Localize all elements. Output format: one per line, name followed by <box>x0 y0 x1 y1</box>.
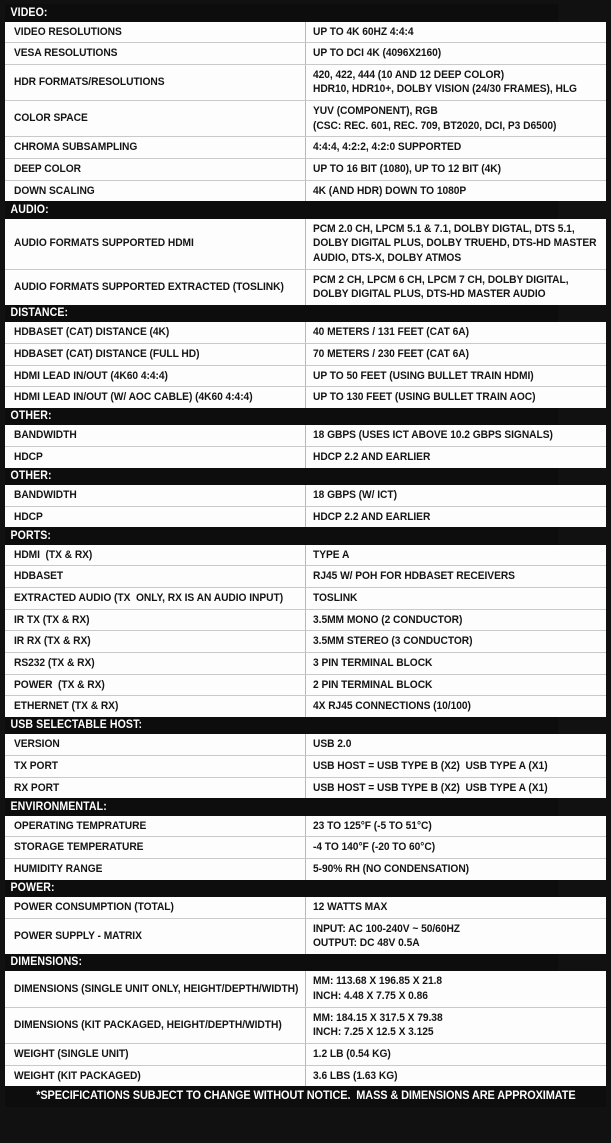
spec-label-text: AUDIO FORMATS SUPPORTED EXTRACTED (TOSLINK) <box>14 280 284 293</box>
spec-label <box>5 588 306 610</box>
spec-row <box>5 64 606 100</box>
spec-label-text: HDBASET <box>14 570 64 583</box>
spec-label-text: RS232 (TX & RX) <box>14 656 95 669</box>
spec-value-line: 40 METERS / 131 FEET (CAT 6A) <box>313 326 469 339</box>
spec-label-text: IR RX (TX & RX) <box>14 635 91 648</box>
spec-row <box>5 180 606 201</box>
spec-value <box>306 322 607 343</box>
spec-label-text: CHROMA SUBSAMPLING <box>14 141 138 154</box>
spec-label-text: AUDIO FORMATS SUPPORTED HDMI <box>14 237 194 250</box>
spec-label <box>5 425 306 446</box>
spec-value-line: INPUT: AC 100-240V ~ 50/60HZ <box>313 922 461 935</box>
spec-value <box>306 43 607 65</box>
section-title: USB SELECTABLE HOST: <box>5 717 558 735</box>
spec-label <box>5 387 306 408</box>
spec-value-line: 3.6 LBS (1.63 KG) <box>313 1069 398 1082</box>
spec-row <box>5 137 606 159</box>
spec-label <box>5 918 306 954</box>
spec-value-line: 18 GBPS (USES ICT ABOVE 10.2 GBPS SIGNALS) <box>313 429 553 442</box>
spec-label-text: TX PORT <box>14 759 59 772</box>
spec-label-text: OPERATING TEMPRATURE <box>14 819 147 832</box>
section-title: POWER: <box>5 880 558 898</box>
spec-label <box>5 158 306 180</box>
spec-row <box>5 322 606 343</box>
spec-row <box>5 1065 606 1086</box>
spec-value-line: 5-90% RH (NO CONDENSATION) <box>313 862 470 875</box>
spec-label-text: DEEP COLOR <box>14 162 82 175</box>
spec-value-line: DOLBY DIGITAL PLUS, DOLBY TRUEHD, DTS-HD MASTER <box>313 237 597 250</box>
spec-value-line: 3.5MM MONO (2 CONDUCTOR) <box>313 613 463 626</box>
spec-label-text: HDBASET (CAT) DISTANCE (FULL HD) <box>14 347 200 360</box>
spec-label <box>5 485 306 506</box>
spec-label-text: HUMIDITY RANGE <box>14 862 103 875</box>
spec-label-text: HDMI LEAD IN/OUT (4K60 4:4:4) <box>14 369 168 382</box>
spec-value <box>306 674 607 696</box>
section-header-row <box>5 954 606 972</box>
section-header-row <box>5 717 606 735</box>
spec-value <box>306 1065 607 1086</box>
spec-value <box>306 1007 607 1043</box>
spec-value-line: RJ45 W/ POH FOR HDBASET RECEIVERS <box>313 570 515 583</box>
spec-value-line: 70 METERS / 230 FEET (CAT 6A) <box>313 347 469 360</box>
section-header-row <box>5 4 606 22</box>
section-header-row <box>5 798 606 816</box>
spec-row <box>5 609 606 631</box>
spec-row <box>5 816 606 837</box>
spec-value <box>306 101 607 137</box>
bottom-filler <box>5 1107 606 1143</box>
spec-value <box>306 219 607 269</box>
spec-label-text: VESA RESOLUTIONS <box>14 47 118 60</box>
spec-label <box>5 343 306 365</box>
spec-label-text: HDBASET (CAT) DISTANCE (4K) <box>14 326 170 339</box>
spec-row <box>5 158 606 180</box>
spec-label-text: COLOR SPACE <box>14 112 88 125</box>
spec-row <box>5 696 606 717</box>
spec-label <box>5 897 306 918</box>
spec-row <box>5 837 606 859</box>
spec-row <box>5 43 606 65</box>
specifications-table <box>5 4 606 1086</box>
spec-label <box>5 180 306 201</box>
spec-row <box>5 652 606 674</box>
spec-value-line: UP TO DCI 4K (4096X2160) <box>313 47 442 60</box>
spec-value <box>306 897 607 918</box>
spec-value-line: 1.2 LB (0.54 KG) <box>313 1047 391 1060</box>
spec-row <box>5 219 606 269</box>
spec-row <box>5 897 606 918</box>
spec-label-text: DIMENSIONS (SINGLE UNIT ONLY, HEIGHT/DEPTH/WIDTH) <box>14 982 299 995</box>
spec-value <box>306 137 607 159</box>
spec-row <box>5 506 606 527</box>
spec-value-line: 23 TO 125°F (-5 TO 51°C) <box>313 819 432 832</box>
spec-value <box>306 1043 607 1065</box>
spec-row <box>5 101 606 137</box>
section-title: OTHER: <box>5 408 558 426</box>
section-header-row <box>5 201 606 219</box>
spec-value-line: OUTPUT: DC 48V 0.5A <box>313 937 420 950</box>
spec-label-text: WEIGHT (SINGLE UNIT) <box>14 1047 129 1060</box>
spec-label <box>5 545 306 566</box>
spec-value-line: 4K (AND HDR) DOWN TO 1080P <box>313 184 467 197</box>
spec-label <box>5 696 306 717</box>
spec-row <box>5 269 606 305</box>
spec-value <box>306 609 607 631</box>
spec-value <box>306 425 607 446</box>
spec-value-line: AUDIO, DTS-X, DOLBY ATMOS <box>313 251 462 264</box>
spec-label <box>5 446 306 467</box>
spec-label <box>5 269 306 305</box>
spec-label <box>5 365 306 387</box>
spec-value-line: YUV (COMPONENT), RGB <box>313 105 438 117</box>
spec-row <box>5 545 606 566</box>
spec-value <box>306 652 607 674</box>
spec-value <box>306 566 607 588</box>
spec-value-line: PCM 2 CH, LPCM 6 CH, LPCM 7 CH, DOLBY DIGITAL, <box>313 273 569 286</box>
spec-label <box>5 1065 306 1086</box>
footnote-text: *SPECIFICATIONS SUBJECT TO CHANGE WITHOUT NOTICE. MASS & DIMENSIONS ARE APPROXIMATE <box>35 1090 576 1103</box>
spec-label <box>5 43 306 65</box>
spec-value <box>306 365 607 387</box>
specifications-footnote <box>5 1086 606 1107</box>
spec-value-line: -4 TO 140°F (-20 TO 60°C) <box>313 841 436 854</box>
spec-row <box>5 588 606 610</box>
spec-label-text: VIDEO RESOLUTIONS <box>14 25 122 38</box>
spec-label-text: HDCP <box>14 450 43 463</box>
spec-value <box>306 180 607 201</box>
spec-label <box>5 816 306 837</box>
spec-value-line: (CSC: REC. 601, REC. 709, BT2020, DCI, P3 D6500) <box>313 119 557 132</box>
spec-value <box>306 696 607 717</box>
section-title: OTHER: <box>5 468 558 486</box>
spec-value <box>306 545 607 566</box>
spec-label <box>5 858 306 879</box>
spec-label-text: DOWN SCALING <box>14 184 95 197</box>
spec-value-line: UP TO 16 BIT (1080), UP TO 12 BIT (4K) <box>313 162 501 175</box>
spec-row <box>5 22 606 43</box>
section-header-row <box>5 468 606 486</box>
spec-value <box>306 734 607 755</box>
spec-label-text: HDMI LEAD IN/OUT (W/ AOC CABLE) (4K60 4:4:4) <box>14 391 253 404</box>
spec-label-text: HDMI (TX & RX) <box>14 548 93 561</box>
spec-label <box>5 137 306 159</box>
spec-value <box>306 269 607 305</box>
spec-value-line: PCM 2.0 CH, LPCM 5.1 & 7.1, DOLBY DIGTAL, DTS 5.1, <box>313 222 575 235</box>
spec-label-text: BANDWIDTH <box>14 489 77 501</box>
section-title: DISTANCE: <box>5 305 558 323</box>
spec-row <box>5 1043 606 1065</box>
spec-value <box>306 588 607 610</box>
spec-value-line: 4X RJ45 CONNECTIONS (10/100) <box>313 700 471 713</box>
spec-value-line: 18 GBPS (W/ ICT) <box>313 489 397 501</box>
spec-value <box>306 858 607 879</box>
spec-row <box>5 343 606 365</box>
spec-row <box>5 387 606 408</box>
spec-label-text: VERSION <box>14 738 60 751</box>
spec-value-line: HDR10, HDR10+, DOLBY VISION (24/30 FRAMES), HLG <box>313 83 577 96</box>
section-header-row <box>5 527 606 545</box>
spec-row <box>5 446 606 467</box>
spec-value <box>306 158 607 180</box>
spec-label-text: POWER SUPPLY - MATRIX <box>14 929 142 942</box>
spec-value <box>306 506 607 527</box>
section-title: PORTS: <box>5 527 558 545</box>
spec-value-line: UP TO 4K 60HZ 4:4:4 <box>313 25 414 38</box>
spec-label-text: HDCP <box>14 510 43 523</box>
spec-label <box>5 1043 306 1065</box>
spec-row <box>5 777 606 798</box>
spec-label-text: POWER (TX & RX) <box>14 678 105 691</box>
spec-label <box>5 652 306 674</box>
spec-value-line: INCH: 4.48 X 7.75 X 0.86 <box>313 990 428 1002</box>
spec-label-text: RX PORT <box>14 781 60 794</box>
spec-value <box>306 485 607 506</box>
spec-value-line: 12 WATTS MAX <box>313 901 388 913</box>
spec-row <box>5 858 606 879</box>
spec-value <box>306 387 607 408</box>
spec-label <box>5 64 306 100</box>
spec-label-text: DIMENSIONS (KIT PACKAGED, HEIGHT/DEPTH/WIDTH) <box>14 1018 282 1031</box>
spec-row <box>5 365 606 387</box>
spec-label <box>5 22 306 43</box>
spec-label <box>5 506 306 527</box>
spec-label <box>5 674 306 696</box>
spec-value-line: TYPE A <box>313 548 350 561</box>
spec-row <box>5 734 606 755</box>
spec-value-line: USB HOST = USB TYPE B (X2) USB TYPE A (X1) <box>313 759 548 772</box>
section-title: AUDIO: <box>5 201 558 219</box>
section-title: VIDEO: <box>5 4 558 22</box>
spec-value-line: USB 2.0 <box>313 738 352 751</box>
spec-label-text: BANDWIDTH <box>14 429 77 442</box>
spec-value-line: 3.5MM STEREO (3 CONDUCTOR) <box>313 635 473 648</box>
spec-value-line: INCH: 7.25 X 12.5 X 3.125 <box>313 1026 434 1039</box>
spec-value <box>306 816 607 837</box>
spec-row <box>5 425 606 446</box>
spec-label-text: WEIGHT (KIT PACKAGED) <box>14 1069 141 1082</box>
spec-value-line: MM: 113.68 X 196.85 X 21.8 <box>313 975 443 988</box>
spec-label-text: STORAGE TEMPERATURE <box>14 841 144 854</box>
section-title: ENVIRONMENTAL: <box>5 798 558 816</box>
spec-value-line: HDCP 2.2 AND EARLIER <box>313 450 431 463</box>
section-header-row <box>5 305 606 323</box>
spec-value <box>306 837 607 859</box>
spec-label <box>5 777 306 798</box>
spec-label-text: ETHERNET (TX & RX) <box>14 700 119 713</box>
spec-label <box>5 1007 306 1043</box>
section-title: DIMENSIONS: <box>5 954 558 972</box>
spec-label <box>5 322 306 343</box>
spec-row <box>5 1007 606 1043</box>
spec-value <box>306 64 607 100</box>
spec-value-line: UP TO 130 FEET (USING BULLET TRAIN AOC) <box>313 391 536 404</box>
spec-row <box>5 918 606 954</box>
spec-label <box>5 609 306 631</box>
spec-label <box>5 971 306 1007</box>
spec-row <box>5 971 606 1007</box>
spec-value-line: 3 PIN TERMINAL BLOCK <box>313 656 433 669</box>
spec-label <box>5 219 306 269</box>
spec-value-line: DOLBY DIGITAL PLUS, DTS-HD MASTER AUDIO <box>313 288 546 301</box>
section-header-row <box>5 880 606 898</box>
spec-value <box>306 631 607 653</box>
spec-value <box>306 755 607 777</box>
spec-row <box>5 631 606 653</box>
section-header-row <box>5 408 606 426</box>
spec-value <box>306 343 607 365</box>
spec-label-text: EXTRACTED AUDIO (TX ONLY, RX IS AN AUDIO INPUT) <box>14 592 284 604</box>
spec-label-text: POWER CONSUMPTION (TOTAL) <box>14 901 174 913</box>
spec-value-line: 4:4:4, 4:2:2, 4:2:0 SUPPORTED <box>313 141 462 154</box>
spec-value-line: HDCP 2.2 AND EARLIER <box>313 510 431 523</box>
spec-value <box>306 971 607 1007</box>
spec-label <box>5 631 306 653</box>
spec-label <box>5 755 306 777</box>
spec-label <box>5 101 306 137</box>
spec-value <box>306 918 607 954</box>
spec-label-text: HDR FORMATS/RESOLUTIONS <box>14 76 165 89</box>
spec-value-line: TOSLINK <box>313 592 358 604</box>
spec-label <box>5 734 306 755</box>
spec-row <box>5 674 606 696</box>
spec-value <box>306 22 607 43</box>
spec-value <box>306 446 607 467</box>
spec-row <box>5 566 606 588</box>
spec-value <box>306 777 607 798</box>
spec-value-line: UP TO 50 FEET (USING BULLET TRAIN HDMI) <box>313 369 534 382</box>
spec-value-line: 420, 422, 444 (10 AND 12 DEEP COLOR) <box>313 68 505 81</box>
spec-label-text: IR TX (TX & RX) <box>14 613 90 626</box>
spec-value-line: USB HOST = USB TYPE B (X2) USB TYPE A (X1) <box>313 781 548 794</box>
spec-value-line: 2 PIN TERMINAL BLOCK <box>313 678 433 691</box>
spec-label <box>5 837 306 859</box>
spec-label <box>5 566 306 588</box>
spec-row <box>5 485 606 506</box>
spec-row <box>5 755 606 777</box>
spec-value-line: MM: 184.15 X 317.5 X 79.38 <box>313 1011 443 1024</box>
